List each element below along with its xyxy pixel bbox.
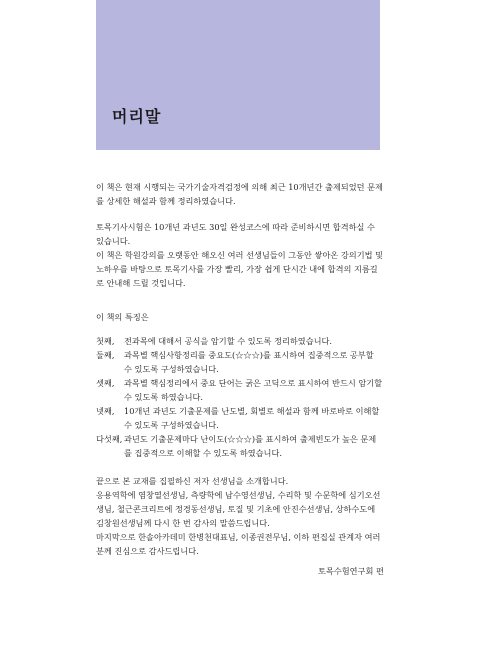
- preface-body: [96, 180, 384, 570]
- method-paragraph: 이 책은 학원강의를 오랫동안 해오신 여러 선생님들이 그동안 쌓아온 강의기법 및 노하우를 바탕으로 토목기사를 가장 빨리, 가장 쉽게 단시간 내에 합격의 지름길로 안내해 드릴 것입니다.: [96, 250, 384, 288]
- features-list: [96, 334, 384, 460]
- feature-label: 넷째,: [96, 406, 115, 416]
- feature-text: 과년도 기출문제마다 난이도(☆☆☆)를 표시하여 출제빈도가 높은 문제를 집중적으로 이해할 수 있도록 하였습니다.: [124, 434, 377, 458]
- features-heading: 이 책의 특징은: [96, 312, 149, 322]
- feature-text: 전과목에 대해서 공식을 암기할 수 있도록 정리하였습니다.: [124, 336, 333, 346]
- exam-paragraph: 토목기사시험은 10개년 과년도 30일 완성코스에 따라 준비하시면 합격하실 수 있습니다.: [96, 222, 375, 246]
- thanks-paragraph: 마지막으로 한솔아카데미 한병천대표님, 이종권전무님, 이하 편집실 관계자 여러분께 진심으로 감사드립니다.: [96, 532, 381, 556]
- list-item: [96, 334, 384, 348]
- list-item: [96, 348, 384, 376]
- feature-text: 과목별 핵심정리에서 중요 단어는 굵은 고딕으로 표시하여 반드시 암기할 수 있도록 하였습니다.: [124, 378, 383, 402]
- closing-intro: 끝으로 본 교재를 집필하신 저자 선생님을 소개합니다.: [96, 476, 289, 486]
- list-item: [96, 404, 384, 432]
- feature-label: 셋째,: [96, 378, 115, 388]
- intro-paragraph: 이 책은 현재 시행되는 국가기술자격검정에 의해 최근 10개년간 출제되었던 문제를 상세한 해설과 함께 정리하였습니다.: [96, 182, 383, 206]
- feature-label: 둘째,: [96, 350, 115, 360]
- feature-label: 다섯째,: [96, 434, 123, 444]
- feature-text: 과목별 핵심사항정리를 중요도(☆☆☆)를 표시하여 집중적으로 공부할 수 있도록 구성하였습니다.: [124, 350, 374, 374]
- feature-label: 첫째,: [96, 336, 115, 346]
- signature: 토목수험연구회 편: [318, 566, 384, 576]
- feature-text: 10개년 과년도 기출문제를 난도별, 회별로 해설과 함께 바로바로 이해할 수 있도록 구성하였습니다.: [124, 406, 380, 430]
- list-item: [96, 432, 384, 460]
- header-banner: [96, 0, 380, 150]
- page-title: 머리말: [112, 107, 162, 126]
- authors-paragraph: 응용역학에 염창열선생님, 측량학에 남수영선생님, 수리학 및 수문학에 심기오선생님, 철근콘크리트에 정경동선생님, 토질 및 기초에 안진수선생님, 상하수도에 김창원선생님께 다시 한 번 감사의 말씀드립니다.: [96, 490, 381, 528]
- list-item: [96, 376, 384, 404]
